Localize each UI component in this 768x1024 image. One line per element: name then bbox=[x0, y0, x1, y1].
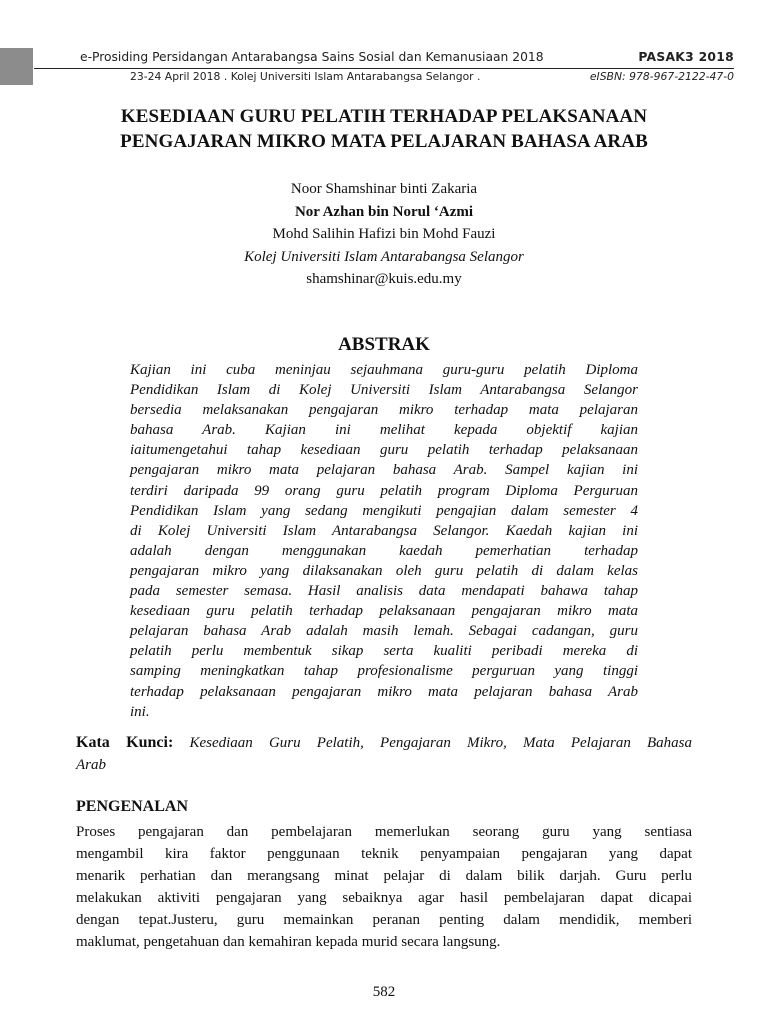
abstract-line: bahasa Arab. Kajian ini melihat kepada objektif kajian bbox=[130, 422, 638, 439]
abstract-line: ini. bbox=[130, 703, 150, 720]
abstract-line: adalah dengan menggunakan kaedah pemerhatian terhadap bbox=[130, 542, 638, 559]
author-email: shamshinar@kuis.edu.my bbox=[306, 271, 462, 287]
abstract-line: pelajaran bahasa Arab adalah masih lemah. Sebagai cadangan, guru bbox=[130, 623, 638, 640]
affiliation: Kolej Universiti Islam Antarabangsa Selangor bbox=[244, 248, 524, 265]
author-name: Nor Azhan bin Norul ‘Azmi bbox=[294, 203, 474, 220]
author-block bbox=[60, 178, 708, 291]
running-subheader bbox=[130, 70, 734, 83]
side-tab-marker bbox=[0, 48, 33, 85]
conference-acronym: PASAK3 2018 bbox=[638, 50, 734, 64]
keywords-block bbox=[76, 732, 692, 776]
abstract-line: pada semester semasa. Hasil analisis data mendapati bahawa tahap bbox=[130, 583, 638, 600]
abstract-line: Kajian ini cuba meninjau sejauhmana guru-guru pelatih Diploma bbox=[130, 362, 638, 378]
abstract-line: pengajaran mikro mata pelajaran bahasa Arab. Sampel kajian ini bbox=[130, 462, 638, 479]
conference-name: e-Prosiding Persidangan Antarabangsa Sains Sosial dan Kemanusiaan 2018 bbox=[80, 50, 544, 64]
title-line: KESEDIAAN GURU PELATIH TERHADAP PELAKSANAAN bbox=[120, 106, 648, 127]
abstract-line: iaitumengetahui tahap kesediaan guru pelatih terhadap pelaksanaan bbox=[130, 442, 638, 459]
abstract-line: di Kolej Universiti Islam Antarabangsa Selangor. Kaedah kajian ini bbox=[130, 522, 638, 539]
isbn: eISBN: 978-967-2122-47-0 bbox=[589, 70, 734, 83]
paper-title bbox=[60, 104, 708, 154]
body-line: maklumat, pengetahuan dan kemahiran kepada murid secara langsung. bbox=[76, 934, 501, 951]
abstract-line: Pendidikan Islam di Kolej Universiti Islam Antarabangsa Selangor bbox=[130, 382, 638, 399]
abstract-line: kesediaan guru pelatih terhadap pelaksanaan pengajaran mikro mata bbox=[130, 603, 638, 620]
abstract-line: bersedia melaksanakan pengajaran mikro terhadap mata pelajaran bbox=[130, 402, 638, 419]
abstract-line: samping meningkatkan tahap profesionalisme perguruan yang tinggi bbox=[130, 663, 638, 680]
abstract-line: terhadap pelaksanaan pengajaran mikro mata pelajaran bahasa Arab bbox=[130, 683, 638, 700]
body-line: dengan tepat.Justeru, guru memainkan peranan penting dalam mendidik, memberi bbox=[76, 912, 692, 929]
body-line: mengambil kira faktor penggunaan teknik penyampaian pengajaran yang dapat bbox=[76, 846, 692, 863]
abstract-line: pengajaran mikro yang dilaksanakan oleh guru pelatih di dalam kelas bbox=[130, 562, 638, 579]
keywords-label: Kata Kunci: bbox=[76, 734, 174, 751]
header-rule bbox=[34, 68, 734, 69]
introduction-body bbox=[76, 821, 692, 954]
abstract-body bbox=[130, 360, 638, 722]
title-line: PENGAJARAN MIKRO MATA PELAJARAN BAHASA ARAB bbox=[120, 131, 648, 152]
keywords-value: Kesediaan Guru Pelatih, Pengajaran Mikro, Mata Pelajaran Bahasa bbox=[189, 735, 693, 751]
keywords-line: Arab bbox=[76, 757, 106, 773]
author-name: Mohd Salihin Hafizi bin Mohd Fauzi bbox=[272, 226, 496, 242]
abstract-line: pelatih perlu membentuk sikap serta kualiti peribadi mereka di bbox=[130, 643, 638, 660]
abstract-line: Pendidikan Islam yang sedang mengikuti pengajian dalam semester 4 bbox=[130, 502, 638, 519]
abstract-line: terdiri daripada 99 orang guru pelatih program Diploma Perguruan bbox=[130, 482, 638, 499]
body-line: melakukan aktiviti pengajaran yang sebaiknya agar hasil pembelajaran dapat dicapai bbox=[76, 890, 692, 907]
section-heading-introduction: PENGENALAN bbox=[76, 798, 189, 815]
body-line: menarik perhatian dan merangsang minat pelajar di dalam bilik darjah. Guru perlu bbox=[76, 868, 692, 885]
body-line: Proses pengajaran dan pembelajaran memerlukan seorang guru yang sentiasa bbox=[76, 824, 692, 840]
running-header bbox=[80, 50, 734, 64]
conference-date-venue: 23-24 April 2018 . Kolej Universiti Islam Antarabangsa Selangor . bbox=[130, 70, 481, 83]
author-name: Noor Shamshinar binti Zakaria bbox=[290, 181, 478, 197]
keywords-line bbox=[76, 732, 692, 754]
abstract-heading: ABSTRAK bbox=[338, 334, 430, 355]
page-number: 582 bbox=[372, 984, 396, 1000]
